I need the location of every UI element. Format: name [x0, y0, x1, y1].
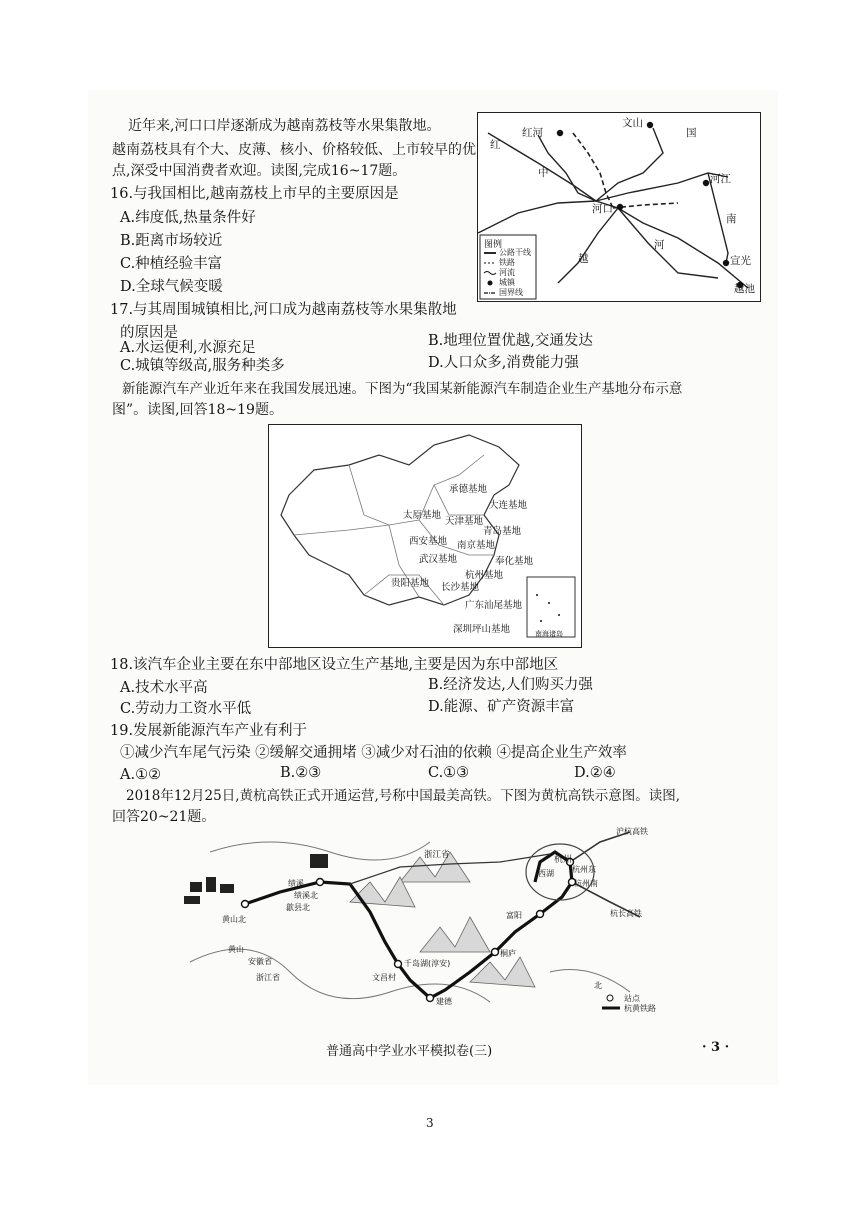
base-label: 杭州基地	[465, 570, 504, 581]
railway-map-label: 桐庐	[500, 949, 516, 958]
station-dot	[427, 995, 434, 1002]
base-label: 长沙基地	[441, 582, 480, 593]
q18-option-a: A.技术水平高	[120, 680, 208, 696]
railway-map-label: 杭黄铁路	[624, 1004, 656, 1013]
mountain-shape	[470, 957, 535, 987]
island-dot	[536, 594, 538, 596]
base-label: 天津基地	[445, 516, 484, 527]
hekou-map-drawing	[478, 113, 760, 301]
island-dot	[548, 602, 550, 604]
city-dot	[647, 122, 653, 128]
intro16-line3: 点,深受中国消费者欢迎。读图,完成16~17题。	[112, 163, 407, 179]
railway-map-label: 歙县北	[286, 903, 310, 912]
base-label: 太原基地	[403, 510, 442, 521]
railway-map-label: 沪杭高铁	[616, 827, 648, 836]
station-dot	[537, 911, 544, 918]
legend-station-symbol	[607, 995, 613, 1001]
base-label: 贵阳基地	[391, 578, 430, 589]
legend-item: 国界线	[499, 288, 523, 297]
railway-map-label: 富阳	[506, 911, 522, 920]
railway-map-label: 浙江省	[256, 973, 280, 982]
q19-option-b: B.②③	[280, 765, 322, 781]
railway-map-label: 浙江省	[424, 850, 450, 860]
legend-item: 河流	[499, 268, 515, 277]
base-label: 奉化基地	[495, 556, 534, 567]
huanghang-railway-map	[170, 822, 690, 1030]
map1-label: 红河	[522, 127, 543, 139]
base-label: 武汉基地	[419, 554, 458, 565]
map1-label: 中	[538, 167, 549, 179]
hekou-map	[477, 112, 761, 302]
railway-map-label: 站点	[624, 994, 640, 1003]
railway-map-label: 杭州南	[574, 879, 598, 888]
q18-option-b: B.经济发达,人们购买力强	[428, 677, 593, 693]
railway-map-label: 千岛湖(淳安)	[404, 959, 451, 968]
building-shape	[184, 896, 200, 904]
q19-items: ①减少汽车尾气污染 ②缓解交通拥堵 ③减少对石油的依赖 ④提高企业生产效率	[120, 745, 627, 761]
q16-option-b: B.距离市场较近	[120, 233, 223, 249]
legend-city-symbol	[488, 281, 493, 286]
mountain-shape	[420, 917, 490, 952]
base-label: 广东汕尾基地	[465, 600, 523, 611]
q19-option-a: A.①②	[120, 767, 162, 783]
legend-title: 图例	[484, 240, 503, 250]
q16-option-c: C.种植经验丰富	[120, 256, 223, 272]
q17-option-d: D.人口众多,消费能力强	[428, 355, 579, 371]
map1-label: 河	[654, 239, 665, 251]
q19-option-c: C.①③	[428, 765, 470, 781]
base-label: 大连基地	[489, 500, 528, 511]
railway-map-label: 安徽省	[248, 957, 272, 966]
station-dot	[492, 949, 499, 956]
building-shape	[310, 854, 328, 868]
road-line	[558, 208, 618, 283]
map1-label: 越	[578, 253, 589, 265]
island-dot	[558, 614, 560, 616]
station-dot	[395, 961, 402, 968]
north-arrow-label: 北	[594, 981, 602, 990]
map1-label: 宣光	[730, 255, 751, 267]
legend-item: 铁路	[499, 258, 515, 267]
intro20-line2: 回答20~21题。	[112, 809, 216, 825]
q16-stem: 16.与我国相比,越南荔枝上市早的主要原因是	[110, 186, 399, 202]
railway-map-label: 杭州	[554, 855, 573, 865]
intro18-line1: 新能源汽车产业近年来在我国发展迅速。下图为“我国某新能源汽车制造企业生产基地分布示意	[122, 381, 683, 397]
city-dot	[703, 180, 709, 186]
base-label: 南京基地	[457, 540, 496, 551]
q16-option-a: A.纬度低,热量条件好	[120, 210, 256, 226]
terrain-line	[550, 970, 630, 993]
q18-stem: 18.该汽车企业主要在东中部地区设立生产基地,主要是因为东中部地区	[110, 657, 559, 673]
q19-option-d: D.②④	[574, 765, 616, 781]
road-line	[596, 173, 728, 201]
map1-label: 河江	[710, 173, 731, 185]
page-number: 3	[426, 1116, 434, 1130]
legend-item: 城镇	[499, 278, 515, 287]
q17-stem-1: 17.与其周围城镇相比,河口成为越南荔枝等水果集散地	[110, 302, 457, 318]
q19-stem: 19.发展新能源汽车产业有利于	[110, 723, 308, 739]
railway-map-label: 黄山	[228, 945, 244, 954]
intro16-line2: 越南荔枝具有个大、皮薄、核小、价格较低、上市较早的优	[112, 142, 476, 158]
railway-map-label: 西湖	[538, 869, 554, 878]
south-china-sea-inset	[527, 577, 575, 637]
road-line	[478, 201, 596, 233]
station-dot	[242, 901, 249, 908]
railway-map-label: 文昌村	[372, 973, 396, 982]
map1-label: 南	[726, 213, 737, 225]
intro18-line2: 图”。读图,回答18~19题。	[112, 402, 283, 418]
map1-label: 国	[686, 127, 697, 139]
base-label: 青岛基地	[483, 526, 522, 537]
railway-map-label: 杭州东	[572, 865, 596, 874]
border-line	[573, 133, 613, 208]
railway-map-label: 绩溪	[288, 879, 304, 888]
q17-option-c: C.城镇等级高,服务种类多	[120, 358, 285, 374]
exam-title-footer: 普通高中学业水平模拟卷(三)	[326, 1044, 493, 1059]
q18-option-c: C.劳动力工资水平低	[120, 701, 252, 717]
map1-label: 河口	[592, 203, 613, 215]
q16-option-d: D.全球气候变暖	[120, 279, 223, 295]
road-line	[708, 173, 728, 263]
city-dot	[557, 130, 563, 136]
station-dot	[317, 879, 324, 886]
building-shape	[220, 884, 234, 893]
island-dot	[540, 620, 542, 622]
road-line	[596, 128, 663, 201]
base-label: 深圳坪山基地	[453, 624, 511, 635]
building-shape	[190, 882, 202, 892]
q17-option-a: A.水运便利,水源充足	[120, 340, 256, 356]
railway-map-label: 黄山北	[222, 915, 246, 924]
q17-option-b: B.地理位置优越,交通发达	[428, 333, 593, 349]
map1-label: 红	[490, 139, 501, 151]
intro20-line1: 2018年12月25日,黄杭高铁正式开通运营,号称中国最美高铁。下图为黄杭高铁示意图。读图,	[126, 788, 681, 804]
road-line	[618, 208, 718, 278]
q17-stem-2: 的原因是	[120, 325, 178, 341]
railway-map-label: 杭长高铁	[610, 909, 642, 918]
china-base-map	[268, 424, 582, 648]
base-label: 西安基地	[409, 536, 448, 547]
map1-label: 文山	[622, 117, 643, 129]
intro16-line1: 近年来,河口口岸逐渐成为越南荔枝等水果集散地。	[128, 118, 441, 134]
building-shape	[206, 877, 216, 892]
railway-map-label: 建德	[436, 997, 452, 1006]
base-label: 承德基地	[449, 484, 488, 495]
inset-label: 南海诸岛	[535, 630, 563, 638]
q18-option-d: D.能源、矿产资源丰富	[428, 699, 575, 715]
map1-label: 越池	[734, 283, 755, 295]
exam-page-footer: · 3 ·	[702, 1040, 730, 1055]
city-dot	[617, 204, 623, 210]
city-dot	[723, 260, 729, 266]
railway-map-label: 绩溪北	[294, 891, 318, 900]
legend-item: 公路干线	[499, 248, 531, 257]
